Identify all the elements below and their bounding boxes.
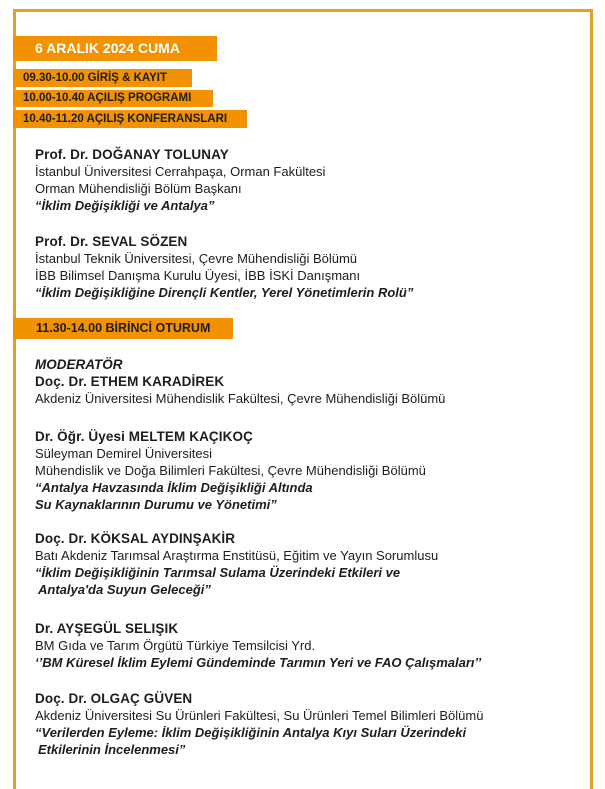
moderator-name: Doç. Dr. ETHEM KARADİREK: [35, 374, 225, 389]
speaker-name: Prof. Dr. DOĞANAY TOLUNAY: [35, 147, 229, 162]
day-header: 6 ARALIK 2024 CUMA: [13, 36, 217, 61]
speaker-block: [35, 146, 325, 214]
moderator-affiliation: Akdeniz Üniversitesi Mühendislik Fakültesi, Çevre Mühendisliği Bölümü: [35, 391, 446, 406]
talk-title: “İklim Değişikliği ve Antalya”: [35, 198, 215, 213]
speaker-affiliation: BM Gıda ve Tarım Örgütü Türkiye Temsilcisi Yrd.: [35, 638, 316, 653]
speaker-name: Doç. Dr. KÖKSAL AYDINŞAKİR: [35, 531, 236, 546]
slot-opening-program: 10.00-10.40 AÇILIŞ PROGRAMI: [13, 90, 213, 107]
speaker-block: [35, 530, 438, 598]
speaker-block: [35, 233, 413, 301]
speaker-block: [35, 428, 426, 513]
talk-title: ‘’BM Küresel İklim Eylemi Gündeminde Tarımın Yeri ve FAO Çalışmaları’’: [35, 655, 482, 670]
speaker-block: [35, 690, 483, 758]
speaker-affiliation: Mühendislik ve Doğa Bilimleri Fakültesi, Çevre Mühendisliği Bölümü: [35, 463, 426, 478]
speaker-name: Dr. AYŞEGÜL SELIŞIK: [35, 621, 179, 636]
talk-title: “Antalya Havzasında İklim Değişikliği Altında: [35, 480, 313, 495]
speaker-name: Doç. Dr. OLGAÇ GÜVEN: [35, 691, 193, 706]
speaker-affiliation: Orman Mühendisliği Bölüm Başkanı: [35, 181, 242, 196]
speaker-affiliation: İBB Bilimsel Danışma Kurulu Üyesi, İBB İSKİ Danışmanı: [35, 268, 361, 283]
speaker-name: Dr. Öğr. Üyesi MELTEM KAÇIKOÇ: [35, 429, 253, 444]
talk-title: “İklim Değişikliğinin Tarımsal Sulama Üzerindeki Etkileri ve: [35, 565, 401, 580]
talk-title: “Verilerden Eyleme: İklim Değişikliğinin Antalya Kıyı Suları Üzerindeki: [35, 725, 467, 740]
speaker-affiliation: Batı Akdeniz Tarımsal Araştırma Enstitüsü, Eğitim ve Yayın Sorumlusu: [35, 548, 439, 563]
talk-title: “İklim Değişikliğine Dirençli Kentler, Yerel Yönetimlerin Rolü”: [35, 285, 414, 300]
slot-opening-conferences: 10.40-11.20 AÇILIŞ KONFERANSLARI: [13, 110, 247, 128]
speaker-affiliation: İstanbul Teknik Üniversitesi, Çevre Mühendisliği Bölümü: [35, 251, 358, 266]
speaker-affiliation: İstanbul Üniversitesi Cerrahpaşa, Orman Fakültesi: [35, 164, 326, 179]
speaker-block: [35, 620, 481, 671]
moderator-block: [35, 356, 445, 407]
speaker-affiliation: Akdeniz Üniversitesi Su Ürünleri Fakültesi, Su Ürünleri Temel Bilimleri Bölümü: [35, 708, 484, 723]
moderator-label: MODERATÖR: [35, 357, 123, 372]
speaker-affiliation: Süleyman Demirel Üniversitesi: [35, 446, 212, 461]
speaker-name: Prof. Dr. SEVAL SÖZEN: [35, 234, 188, 249]
talk-title: Su Kaynaklarının Durumu ve Yönetimi”: [35, 497, 277, 512]
talk-title: Etkilerinin İncelenmesi”: [38, 742, 186, 757]
slot-first-session: 11.30-14.00 BİRİNCİ OTURUM: [13, 318, 233, 339]
slot-registration: 09.30-10.00 GİRİŞ & KAYIT: [13, 69, 192, 87]
talk-title: Antalya'da Suyun Geleceği”: [38, 582, 211, 597]
